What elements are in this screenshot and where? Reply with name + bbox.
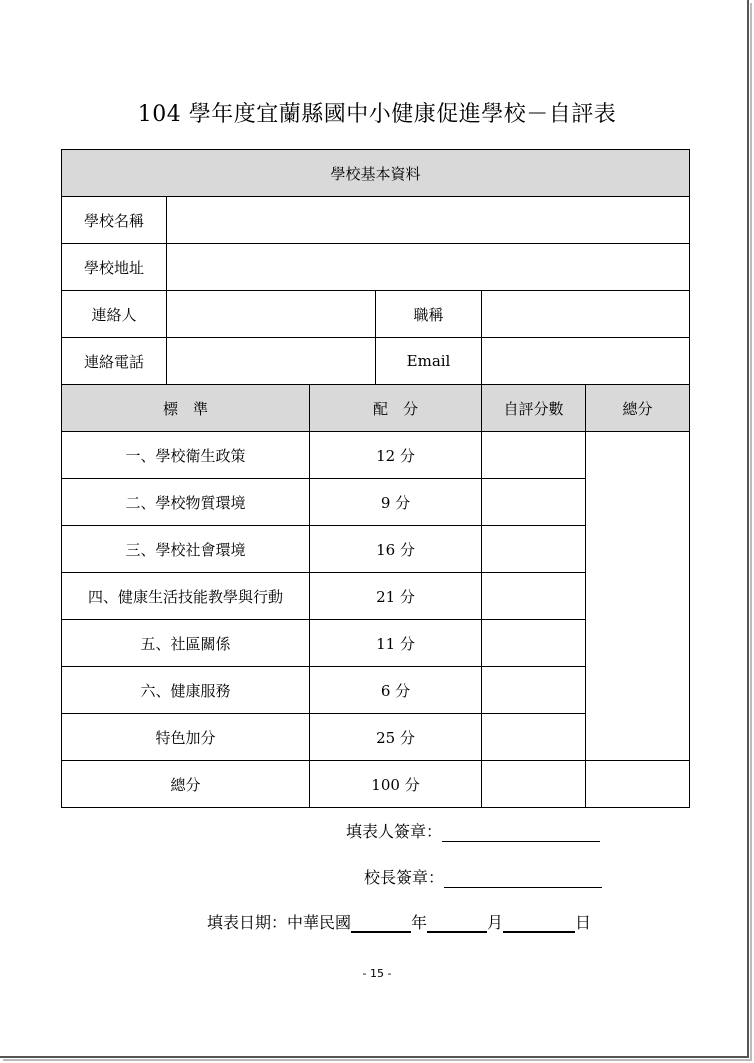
filler-signature-blank[interactable] — [442, 825, 600, 842]
self-score-cell[interactable] — [482, 667, 586, 714]
criterion-cell: 四、健康生活技能教學與行動 — [62, 573, 310, 620]
principal-signature-label: 校長簽章： — [364, 868, 445, 887]
principal-signature-line — [364, 865, 602, 888]
fill-date-line — [207, 910, 591, 933]
school-address-label: 學校地址 — [62, 244, 167, 291]
points-cell: 12 分 — [310, 432, 482, 479]
basic-info-header: 學校基本資料 — [62, 150, 690, 197]
col-header-self-score: 自評分數 — [482, 385, 586, 432]
form-title: 104 學年度宜蘭縣國中小健康促進學校－自評表 — [137, 102, 617, 127]
position-field[interactable] — [482, 291, 690, 338]
col-header-criterion: 標 準 — [62, 385, 310, 432]
total-criterion-cell: 總分 — [62, 761, 310, 808]
position-label: 職稱 — [376, 291, 482, 338]
total-points-cell: 100 分 — [310, 761, 482, 808]
self-score-cell[interactable] — [482, 620, 586, 667]
criterion-cell: 一、學校衛生政策 — [62, 432, 310, 479]
total-self-score-cell[interactable] — [482, 761, 586, 808]
criterion-cell: 三、學校社會環境 — [62, 526, 310, 573]
grand-total-cell[interactable] — [586, 761, 690, 808]
fill-date-label: 填表日期：中華民國 — [207, 913, 352, 932]
self-score-cell[interactable] — [482, 573, 586, 620]
phone-field[interactable] — [167, 338, 376, 385]
col-header-total: 總分 — [586, 385, 690, 432]
principal-signature-blank[interactable] — [444, 871, 602, 888]
month-label: 月 — [487, 913, 504, 932]
criterion-cell: 六、健康服務 — [62, 667, 310, 714]
year-label: 年 — [411, 913, 428, 932]
points-cell: 25 分 — [310, 714, 482, 761]
points-cell: 9 分 — [310, 479, 482, 526]
year-blank[interactable] — [351, 915, 411, 933]
contact-field[interactable] — [167, 291, 376, 338]
self-score-cell[interactable] — [482, 479, 586, 526]
contact-label: 連絡人 — [62, 291, 167, 338]
self-evaluation-table — [61, 149, 690, 808]
points-cell: 21 分 — [310, 573, 482, 620]
page-number: - 15 - — [362, 967, 392, 980]
points-cell: 16 分 — [310, 526, 482, 573]
table-row — [62, 432, 690, 479]
day-blank[interactable] — [503, 915, 575, 933]
criterion-cell: 特色加分 — [62, 714, 310, 761]
school-address-field[interactable] — [167, 244, 690, 291]
total-row — [62, 761, 690, 808]
email-field[interactable] — [482, 338, 690, 385]
month-blank[interactable] — [427, 915, 487, 933]
criterion-cell: 二、學校物質環境 — [62, 479, 310, 526]
total-score-merged-cell[interactable] — [586, 432, 690, 761]
school-name-label: 學校名稱 — [62, 197, 167, 244]
self-score-cell[interactable] — [482, 714, 586, 761]
self-score-cell[interactable] — [482, 432, 586, 479]
email-label: Email — [376, 338, 482, 385]
criterion-cell: 五、社區關係 — [62, 620, 310, 667]
filler-signature-line — [346, 819, 600, 842]
school-name-field[interactable] — [167, 197, 690, 244]
col-header-points: 配 分 — [310, 385, 482, 432]
self-score-cell[interactable] — [482, 526, 586, 573]
phone-label: 連絡電話 — [62, 338, 167, 385]
day-label: 日 — [575, 913, 592, 932]
filler-signature-label: 填表人簽章： — [346, 822, 443, 841]
points-cell: 6 分 — [310, 667, 482, 714]
points-cell: 11 分 — [310, 620, 482, 667]
